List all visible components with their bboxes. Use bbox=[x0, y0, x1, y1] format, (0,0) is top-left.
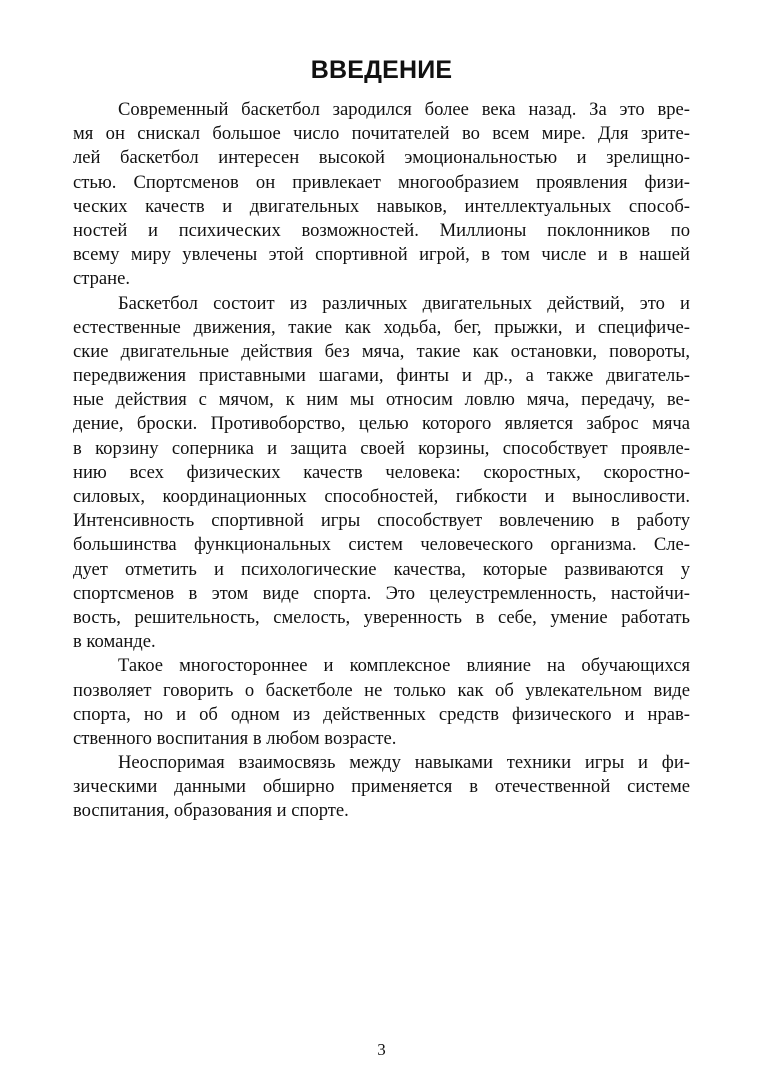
paragraph-line: дует отметить и психологические качества, которые развиваются у bbox=[73, 558, 690, 580]
paragraph-line: воспитания, образования и спорте. bbox=[73, 800, 349, 822]
paragraph-line: стью. Спортсменов он привлекает многообразием проявления физи- bbox=[73, 171, 690, 193]
paragraph bbox=[73, 654, 690, 751]
paragraph-line: силовых, координационных способностей, гибкости и выносливости. bbox=[73, 486, 690, 507]
paragraph bbox=[73, 98, 690, 292]
paragraph-line: Такое многостороннее и комплексное влияние на обучающихся bbox=[118, 655, 690, 677]
paragraph-line: ческих качеств и двигательных навыков, интеллектуальных способ- bbox=[73, 195, 690, 217]
paragraph-line: в корзину соперника и защита своей корзины, способствует проявле- bbox=[73, 437, 690, 459]
paragraph-line: ские двигательные действия без мяча, такие как остановки, повороты, bbox=[73, 340, 690, 362]
paragraph-line: Современный баскетбол зародился более века назад. За это вре- bbox=[118, 99, 690, 120]
paragraph bbox=[73, 751, 690, 824]
paragraph-line: лей баскетбол интересен высокой эмоциональностью и зрелищно- bbox=[73, 147, 690, 169]
paragraph-line: в команде. bbox=[73, 631, 156, 653]
body-text bbox=[73, 98, 690, 824]
paragraph-line: Неоспоримая взаимосвязь между навыками техники игры и фи- bbox=[118, 752, 690, 774]
page-title: ВВЕДЕНИЕ bbox=[310, 56, 453, 84]
paragraph-line: большинства функциональных систем человеческого организма. Сле- bbox=[73, 534, 690, 556]
paragraph-line: спортсменов в этом виде спорта. Это целеустремленность, настойчи- bbox=[73, 582, 690, 604]
paragraph-line: Баскетбол состоит из различных двигательных действий, это и bbox=[118, 292, 690, 314]
paragraph-line: передвижения приставными шагами, финты и др., а также двигатель- bbox=[73, 365, 690, 387]
paragraph-line: Интенсивность спортивной игры способствует вовлечению в работу bbox=[73, 510, 690, 532]
paragraph-line: ностей и психических возможностей. Миллионы поклонников по bbox=[73, 219, 690, 241]
paragraph-line: ственного воспитания в любом возрасте. bbox=[73, 727, 397, 749]
paragraph-line: спорта, но и об одном из действенных средств физического и нрав- bbox=[73, 703, 690, 725]
paragraph-line: всему миру увлечены этой спортивной игрой, в том числе и в нашей bbox=[73, 244, 690, 266]
paragraph bbox=[73, 292, 690, 655]
paragraph-line: зическими данными обширно применяется в отечественной системе bbox=[73, 776, 690, 798]
paragraph-line: стране. bbox=[73, 268, 131, 290]
paragraph-line: ные действия с мячом, к ним мы относим ловлю мяча, передачу, ве- bbox=[73, 389, 690, 411]
paragraph-line: мя он снискал большое число почитателей во всем мире. Для зрите- bbox=[73, 123, 690, 145]
paragraph-line: нию всех физических качеств человека: скоростных, скоростно- bbox=[73, 461, 690, 483]
paragraph-line: дение, броски. Противоборство, целью которого является заброс мяча bbox=[73, 413, 690, 435]
paragraph-line: естественные движения, такие как ходьба, бег, прыжки, и специфиче- bbox=[73, 316, 690, 338]
paragraph-line: позволяет говорить о баскетболе не только как об увлекательном виде bbox=[73, 679, 690, 701]
paragraph-line: вость, решительность, смелость, уверенность в себе, умение работать bbox=[73, 606, 690, 628]
page-number: 3 bbox=[377, 1040, 386, 1059]
